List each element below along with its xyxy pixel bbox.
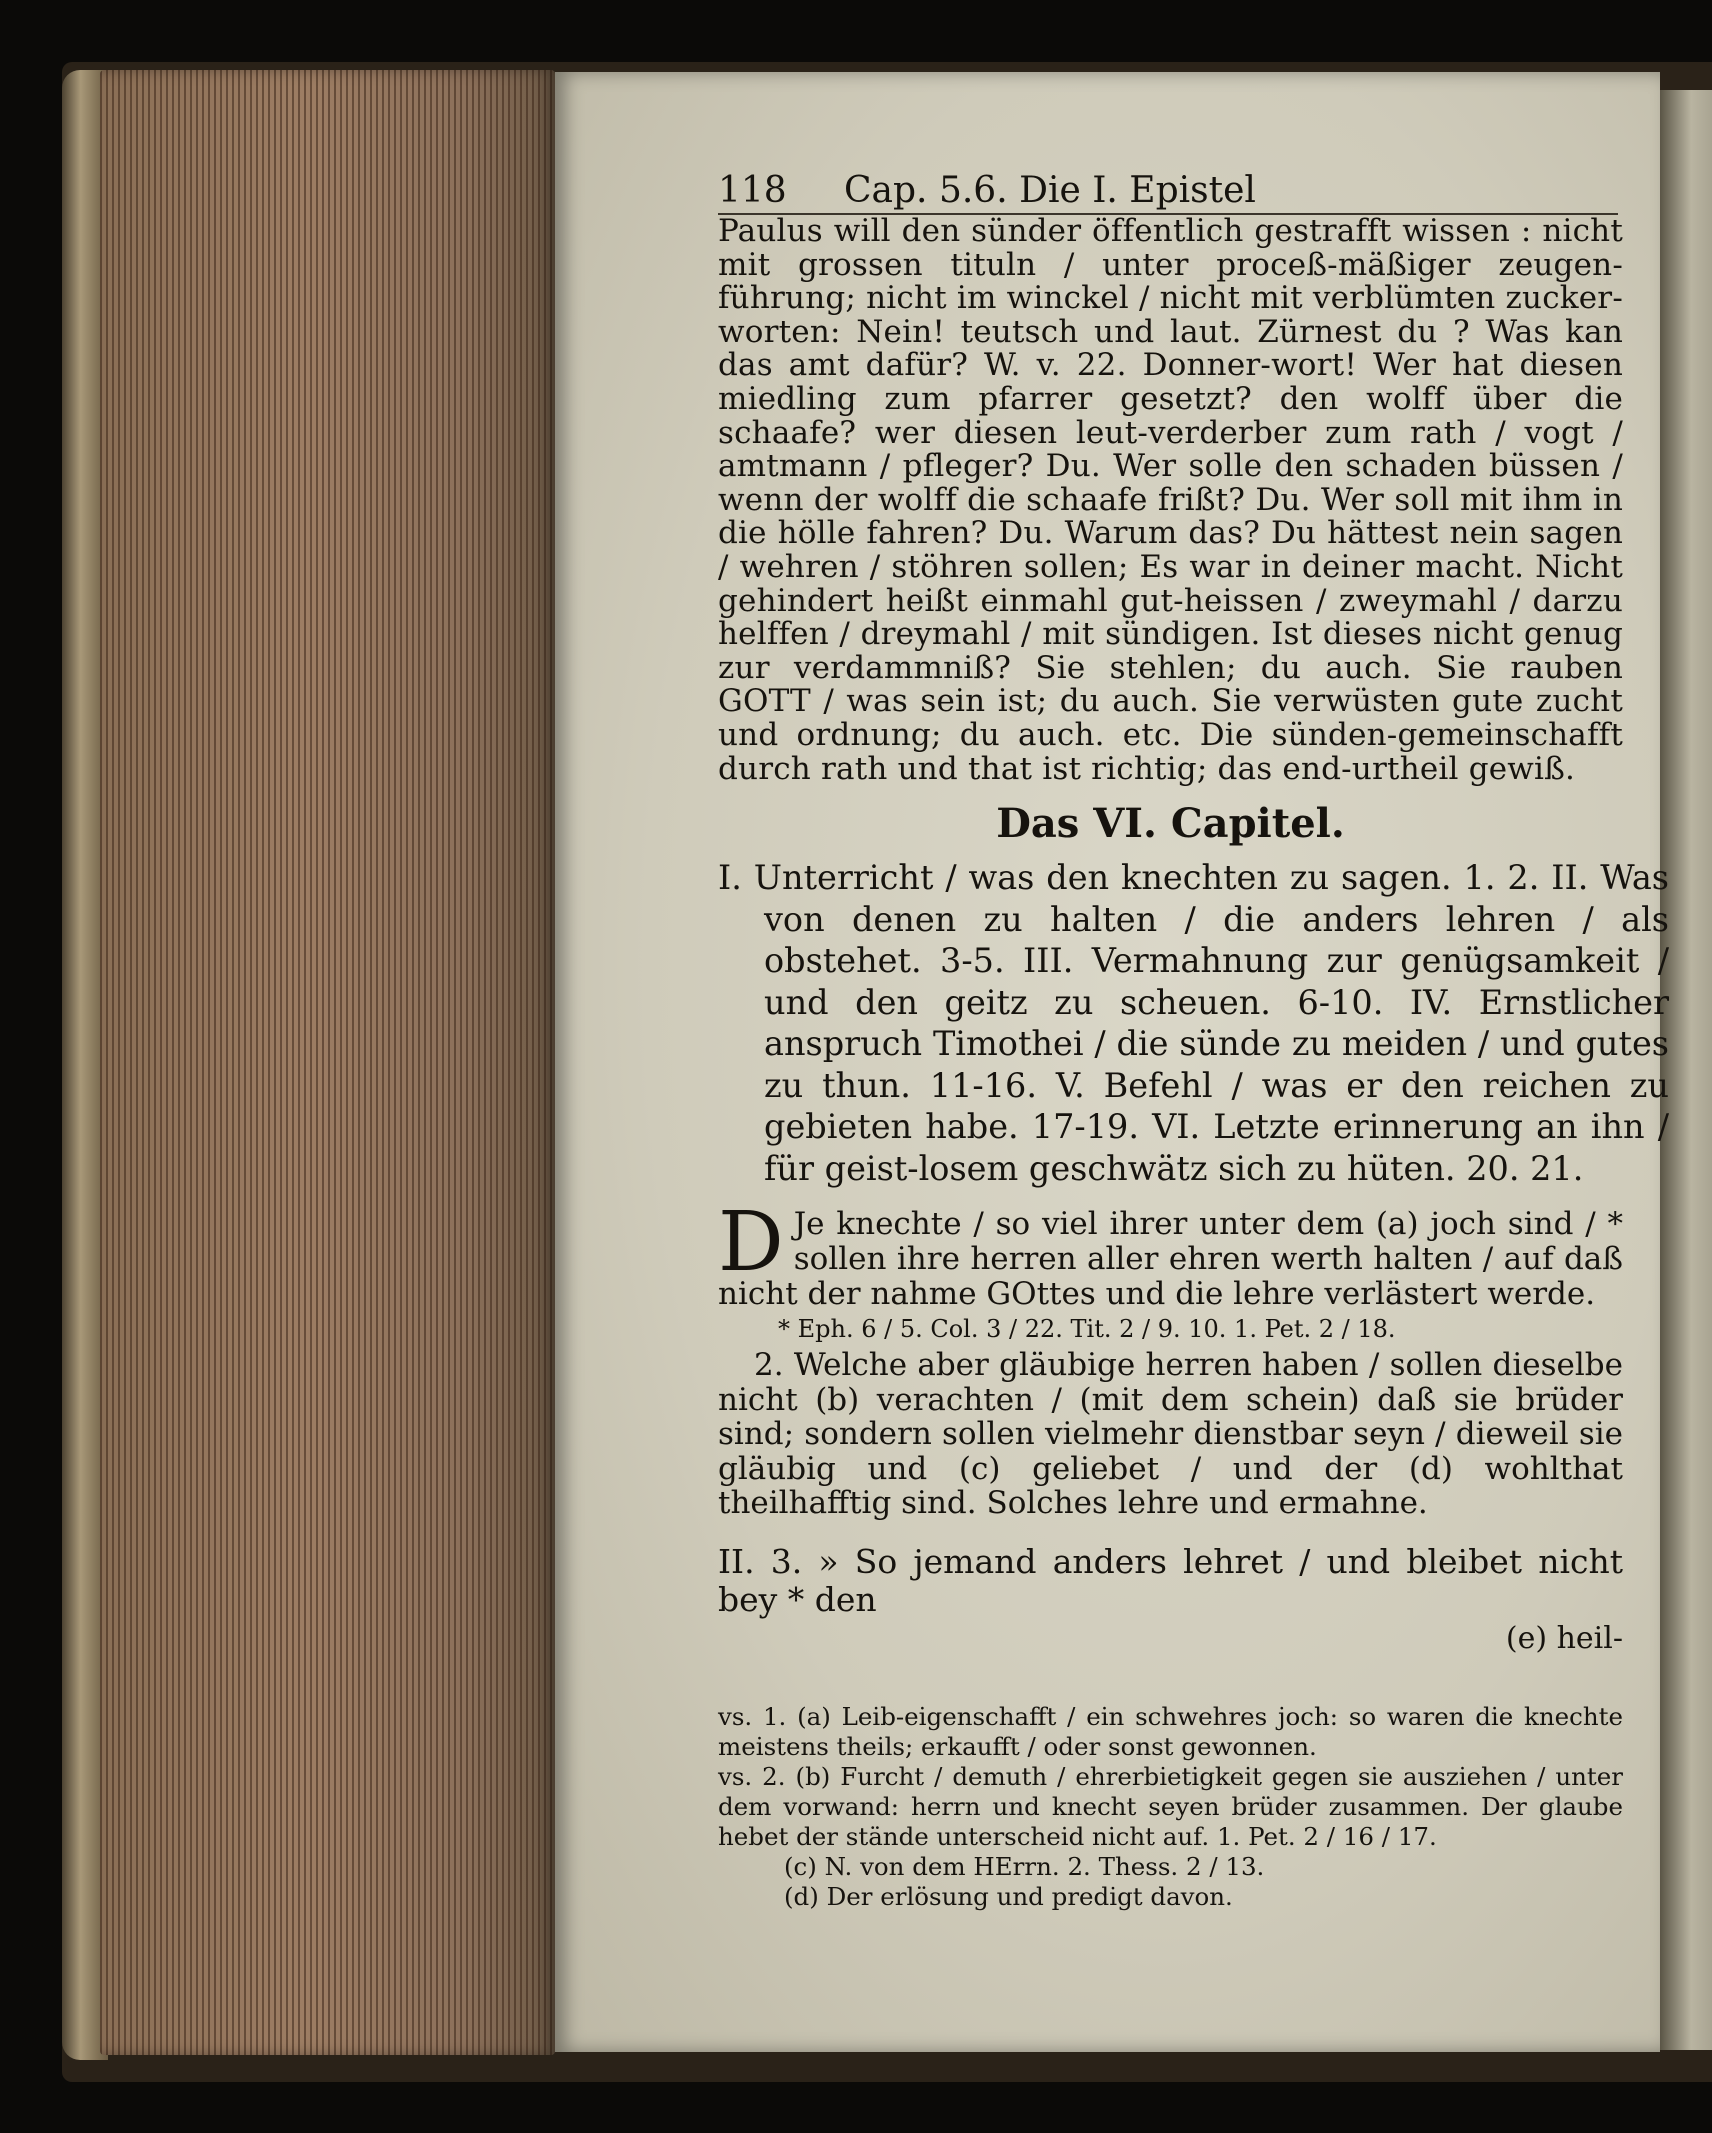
cross-reference: * Eph. 6 / 5. Col. 3 / 22. Tit. 2 / 9. 10. 1. Pet. 2 / 18. [778,1315,1396,1344]
footnotes [718,1702,1623,1912]
footnote: vs. 2. (b) Furcht / demuth / ehrerbietigkeit gegen sie ausziehen / unter dem vorwand: herrn und knecht seyen brüder zusammen. Der glaube hebet der stände unterscheid nicht auf. 1. Pet. 2 / 16 / 17. [718,1761,1623,1851]
verse-1-text: Je knechte / so viel ihrer unter dem (a) joch sind / * sollen ihre herren aller ehren werth halten / auf daß nicht der nahme GOttes und die lehre verlästert werde. [718,1206,1623,1313]
running-title: Cap. 5.6. Die I. Epistel [844,170,1256,211]
footnote: (c) N. von dem HErrn. 2. Thess. 2 / 13. [784,1851,1265,1881]
running-header [718,170,1618,215]
drop-capital: D [718,1195,784,1291]
page-number: 118 [718,170,787,211]
page-content [718,170,1669,1912]
continuation-paragraph: Paulus will den sünder öffentlich gestrafft wissen : nicht mit grossen tituln / unter proceß-mäßiger zeugen-führung; nicht im winckel / nicht mit verblümten zucker-worten: Nein! teutsch und laut. Zürnest du ? Was kan das amt dafür? W. v. 22. Donner-wort! Wer hat diesen miedling zum pfarrer gesetzt? den wolff über die schaafe? wer diesen leut-verderber zum rath / vogt / amtmann / pfleger? Du. Wer solle den schaden büssen / wenn der wolff die schaafe frißt? Du. Wer soll mit ihm in die hölle fahren? Du. Warum das? Du hättest nein sagen / wehren / stöhren sollen; Es war in deiner macht. Nicht gehindert heißt einmahl gut-heissen / zweymahl / darzu helffen / dreymahl / mit sündigen. Ist dieses nicht genug zur verdammniß? Sie stehlen; du auch. Sie rauben GOTT / was sein ist; du auch. Sie verwüsten gute zucht und ordnung; du auch. etc. Die sünden-gemeinschafft durch rath und that ist richtig; das end-urtheil gewiß. [718,213,1623,787]
footnote: vs. 1. (a) Leib-eigenschafft / ein schwehres joch: so waren die knechte meistens theils; erkaufft / oder sonst gewonnen. [718,1701,1623,1761]
verse-1 [718,1195,1623,1313]
verse-2: 2. Welche aber gläubige herren haben / sollen dieselbe nicht (b) verachten / (mit dem schein) daß sie brüder sind; sondern sollen vielmehr dienstbar seyn / dieweil sie gläubig und (c) geliebet / und der (d) wohlthat theilhafftig sind. Solches lehre und ermahne. [718,1347,1623,1522]
chapter-heading: Das VI. Capitel. [996,800,1345,848]
verse-3: II. 3. » So jemand anders lehret / und bleibet nicht bey * den [718,1541,1623,1619]
footnote: (d) Der erlösung und predigt davon. [784,1881,1233,1911]
page-edges [100,70,555,2055]
chapter-summary: I. Unterricht / was den knechten zu sagen. 1. 2. II. Was von denen zu halten / die anders lehren / als obstehet. 3-5. III. Vermahnung zur genügsamkeit / und den geitz zu scheuen. 6-10. IV. Ernstlicher anspruch Timothei / die sünde zu meiden / und gutes zu thun. 11-16. V. Befehl / was er den reichen zu gebieten habe. 17-19. VI. Letzte erinnerung an ihn / für geist-losem geschwätz sich zu hüten. 20. 21. [718,858,1669,1188]
catchword: (e) heil- [1505,1620,1623,1656]
